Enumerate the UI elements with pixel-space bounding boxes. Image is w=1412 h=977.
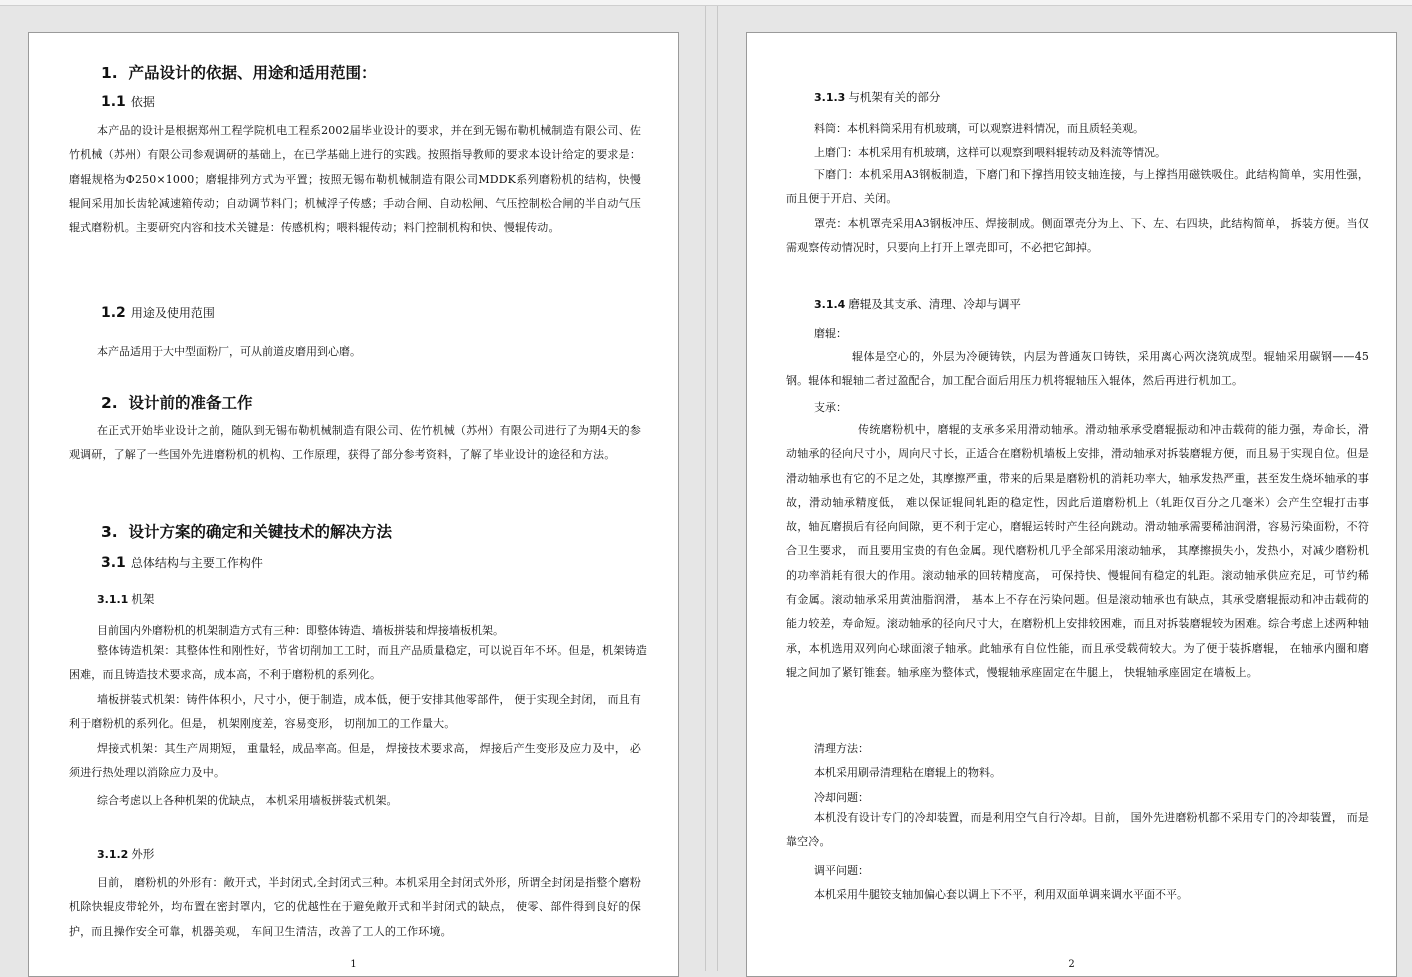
page-number: 2 [1068,959,1075,970]
subsection-heading-3-1-4: 3.1.4 磨辊及其支承、清理、冷却与调平 [814,297,1021,311]
paragraph-cast-frame: 整体铸造机架：其整体性和刚性好，节省切削加工工时，而且产品质量稳定，可以说百年不坏。但是，机架铸造困难，而且铸造技术要求高，成本高，不利于磨粉机的系列化。 [69,644,647,682]
subsection-heading-1-2: 1.2 用途及使用范围 [101,305,215,321]
label-grinding-roll: 磨辊： [814,327,847,340]
section-heading-3: 3. 设计方案的确定和关键技术的解决方法 [101,523,392,541]
label-cooling: 冷却问题： [814,791,869,804]
paragraph-cooling: 本机没有设计专门的冷却装置，而是利用空气自行冷却。目前， 国外先进磨粉机都不采用专门的冷却装置， 而是靠空冷。 [786,811,1369,849]
section-heading-2: 2. 设计前的准备工作 [101,394,253,412]
paragraph-preparation: 在正式开始毕业设计之前，随队到无锡布勒机械制造有限公司、佐竹机械（苏州）有限公司进行了为期4天的参观调研，了解了一些国外先进磨粉机的机构、工作原理，获得了部分参考资料，了解了毕业设计的途径和方法。 [69,424,641,462]
paragraph-welded-frame: 焊接式机架：其生产周期短， 重量轻，成品率高。但是， 焊接技术要求高， 焊接后产生变形及应力及中， 必须进行热处理以消除应力及中。 [69,742,641,780]
label-support: 支承： [814,401,847,414]
label-leveling: 调平问题： [814,864,869,877]
paragraph-frame-intro: 目前国内外磨粉机的机架制造方式有三种：即整体铸造、墙板拼装和焊接墙板机架。 [97,624,504,637]
document-page-1 [28,32,679,977]
subsection-heading-3-1-2: 3.1.2 外形 [97,847,155,861]
paragraph-basis: 本产品的设计是根据郑州工程学院机电工程系2002届毕业设计的要求，并在到无锡布勒机械制造有限公司、佐竹机械（苏州）有限公司参观调研的基础上，在已学基础上进行的实践。按照指导教师的要求本设计给定的要求是：磨辊规格为Φ250×1000；磨辊排列方式为平置；按照无锡布勒机械制造有限公司MDDK系列磨粉机的结构，快慢辊间采用加长齿轮减速箱传动；自动调节料门；机械浮子传感；手动合闸、自动松闸、气压控制松合闸的半自动气压辊式磨粉机。主要研究内容和技术关键是：传感机构；喂料辊传动；料门控制机构和快、慢辊传动。 [69,124,641,235]
document-page-2 [746,32,1397,977]
label-cleaning: 清理方法： [814,742,869,755]
paragraph-panel-frame: 墙板拼装式机架：铸件体积小，尺寸小，便于制造，成本低，便于安排其他零部件， 便于实现全封闭， 而且有利于磨粉机的系列化。但是， 机架刚度差，容易变形， 切削加工的工作量大。 [69,693,641,731]
paragraph-leveling: 本机采用牛腿铰支轴加偏心套以调上下不平，利用双面单调来调水平面不平。 [814,888,1188,901]
paragraph-upper-door: 上磨门：本机采用有机玻璃，这样可以观察到喂料辊转动及料流等情况。 [814,146,1166,159]
paragraph-grinding-roll: 辊体是空心的，外层为冷硬铸铁，内层为普通灰口铸铁，采用离心两次浇筑成型。辊轴采用碳钢——45钢。辊体和辊轴二者过盈配合，加工配合面后用压力机将辊轴压入辊体，然后再进行机加工。 [786,350,1369,388]
section-heading-1: 1. 产品设计的依据、用途和适用范围： [101,64,377,82]
paragraph-support: 传统磨粉机中，磨辊的支承多采用滑动轴承。滑动轴承承受磨辊振动和冲击载荷的能力强，寿命长，滑动轴承的径向尺寸小，周向尺寸长，正适合在磨粉机墙板上安排，滑动轴承对拆装磨辊方便，而且易于实现自位。但是滑动轴承也有它的不足之处，其摩擦严重，带来的后果是磨粉机的消耗功率大，轴承发热严重，甚至发生烧坏轴承的事故，滑动轴承精度低， 难以保证辊间轧距的稳定性，因此后道磨粉机上（轧距仅百分之几毫米）会产生空辊打击事故，轴瓦磨损后有径向间隙，更不利于定心，磨辊运转时产生径向跳动。滑动轴承需要稀油润滑，容易污染面粉，不符合卫生要求， 而且要用宝贵的有色金属。现代磨粉机几乎全部采用滚动轴承， 其摩擦损失小，发热小，对减少磨粉机的功率消耗有很大的作用。滚动轴承的回转精度高， 可保持快、慢辊间有稳定的轧距。滚动轴承供应充足，可节约稀有金属。滚动轴承采用黄油脂润滑， 基本上不存在污染问题。但是滚动轴承也有缺点，其承受磨辊振动和冲击载荷的能力较差，寿命短。滚动轴承的径向尺寸大，在磨粉机上安排较困难，而且对拆装磨辊较为困难。综合考虑上述两种轴承，本机选用双列向心球面滚子轴承。此轴承有自位性能，而且承受载荷较大。为了便于装拆磨辊， 在轴承内圈和磨辊之间加了紧钉锥套。轴承座为整体式，慢辊轴承座固定在牛腿上， 快辊轴承座固定在墙板上。 [786,423,1369,679]
subsection-heading-3-1-1: 3.1.1 机架 [97,592,155,606]
page-number: 1 [350,959,357,970]
paragraph-lower-door: 下磨门：本机采用A3钢板制造，下磨门和下撑挡用铰支轴连接，与上撑挡用磁铁吸住。此结构简单，实用性强，而且便于开启、关闭。 [786,168,1369,206]
paragraph-frame-conclusion: 综合考虑以上各种机架的优缺点， 本机采用墙板拼装式机架。 [97,794,398,807]
viewer-toolbar-edge [0,0,1412,6]
paragraph-shape: 目前， 磨粉机的外形有：敞开式，半封闭式,全封闭式三种。本机采用全封闭式外形，所谓全封闭是指整个磨粉机除快辊皮带轮外，均布置在密封罩内，它的优越性在于避免敞开式和半封闭式的缺点， 使零、部件得到良好的保护，而且操作安全可靠，机器美观， 车间卫生清洁，改善了工人的工作环境。 [69,876,641,938]
page-divider [717,6,718,971]
subsection-heading-1-1: 1.1 依据 [101,94,155,110]
subsection-heading-3-1-3: 3.1.3 与机架有关的部分 [814,90,941,104]
paragraph-cover: 罩壳：本机罩壳采用A3钢板冲压、焊接制成。侧面罩壳分为上、下、左、右四块，此结构简单， 拆装方便。当仅需观察传动情况时，只要向上打开上罩壳即可，不必把它卸掉。 [786,217,1369,255]
paragraph-hopper: 料筒：本机料筒采用有机玻璃，可以观察进料情况，而且质轻美观。 [814,122,1144,135]
paragraph-usage: 本产品适用于大中型面粉厂，可从前道皮磨用到心磨。 [97,345,361,358]
paragraph-cleaning: 本机采用刷帚清理粘在磨辊上的物料。 [814,766,1001,779]
page-divider [705,6,706,971]
subsection-heading-3-1: 3.1 总体结构与主要工作构件 [101,555,263,571]
